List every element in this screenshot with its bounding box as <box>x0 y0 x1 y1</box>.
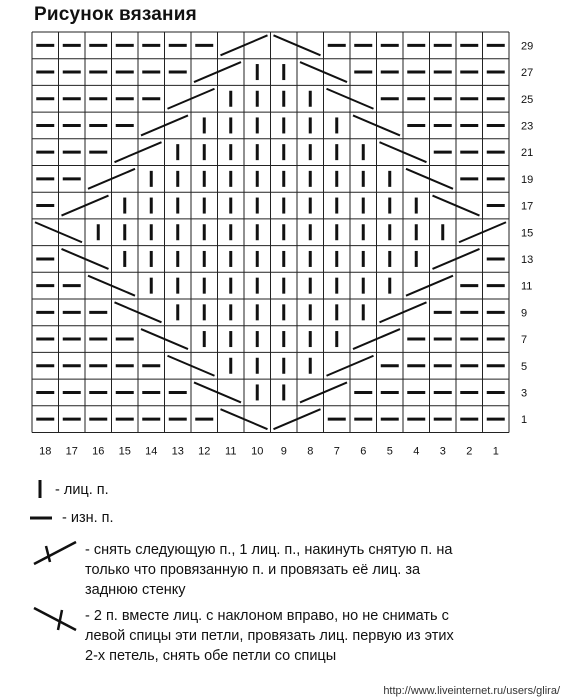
page-title: Рисунок вязания <box>34 4 197 25</box>
legend-right-cross-line-3: 2-х петель, снять обе петли со спицы <box>85 648 337 664</box>
column-number: 18 <box>39 445 52 458</box>
column-numbers <box>39 446 499 458</box>
row-number: 9 <box>521 307 528 320</box>
column-number: 15 <box>118 445 131 458</box>
row-number: 19 <box>521 173 534 186</box>
legend-left-cross-line-1: - снять следующую п., 1 лиц. п., накинуть снятую п. на <box>85 542 453 558</box>
column-number: 3 <box>439 445 446 458</box>
row-numbers <box>521 40 533 426</box>
row-number: 23 <box>521 120 534 133</box>
column-number: 13 <box>171 445 184 458</box>
row-number: 17 <box>521 200 534 213</box>
column-number: 12 <box>198 445 211 458</box>
column-number: 2 <box>466 445 473 458</box>
column-number: 16 <box>92 445 105 458</box>
column-number: 10 <box>251 445 264 458</box>
legend-right-cross-line-1: - 2 п. вместе лиц. с наклоном вправо, но не снимать с <box>85 608 449 624</box>
right-cross-icon <box>30 604 80 634</box>
row-number: 5 <box>521 360 528 373</box>
row-number: 25 <box>521 93 534 106</box>
row-number: 29 <box>521 40 534 53</box>
column-number: 4 <box>413 445 420 458</box>
purl-stitch-icon <box>28 506 58 530</box>
column-number: 1 <box>492 445 499 458</box>
legend-left-cross-line-2: только что провязанную п. и провязать её лиц. за <box>85 562 421 578</box>
row-number: 7 <box>521 334 528 347</box>
source-url: http://www.liveinternet.ru/users/glira/ <box>383 685 560 697</box>
legend-left-cross-line-3: заднюю стенку <box>85 582 186 598</box>
column-number: 8 <box>307 445 314 458</box>
row-number: 1 <box>521 414 528 427</box>
column-number: 11 <box>225 445 237 458</box>
legend-knit-text: - лиц. п. <box>55 482 109 498</box>
knit-stitch-icon <box>30 476 50 502</box>
column-number: 14 <box>145 445 158 458</box>
row-number: 3 <box>521 387 528 400</box>
row-number: 27 <box>521 67 534 80</box>
column-number: 9 <box>280 445 287 458</box>
legend-purl-text: - изн. п. <box>62 510 114 526</box>
column-number: 17 <box>65 445 78 458</box>
legend-right-cross-line-2: левой спицы эти петли, провязать лиц. первую из этих <box>85 628 454 644</box>
column-number: 5 <box>386 445 393 458</box>
row-number: 11 <box>521 280 533 293</box>
row-number: 13 <box>521 253 534 266</box>
row-number: 21 <box>521 147 534 160</box>
left-cross-icon <box>30 538 80 568</box>
row-number: 15 <box>521 227 534 240</box>
chart-grid <box>32 32 509 433</box>
column-number: 6 <box>360 445 367 458</box>
column-number: 7 <box>333 445 340 458</box>
